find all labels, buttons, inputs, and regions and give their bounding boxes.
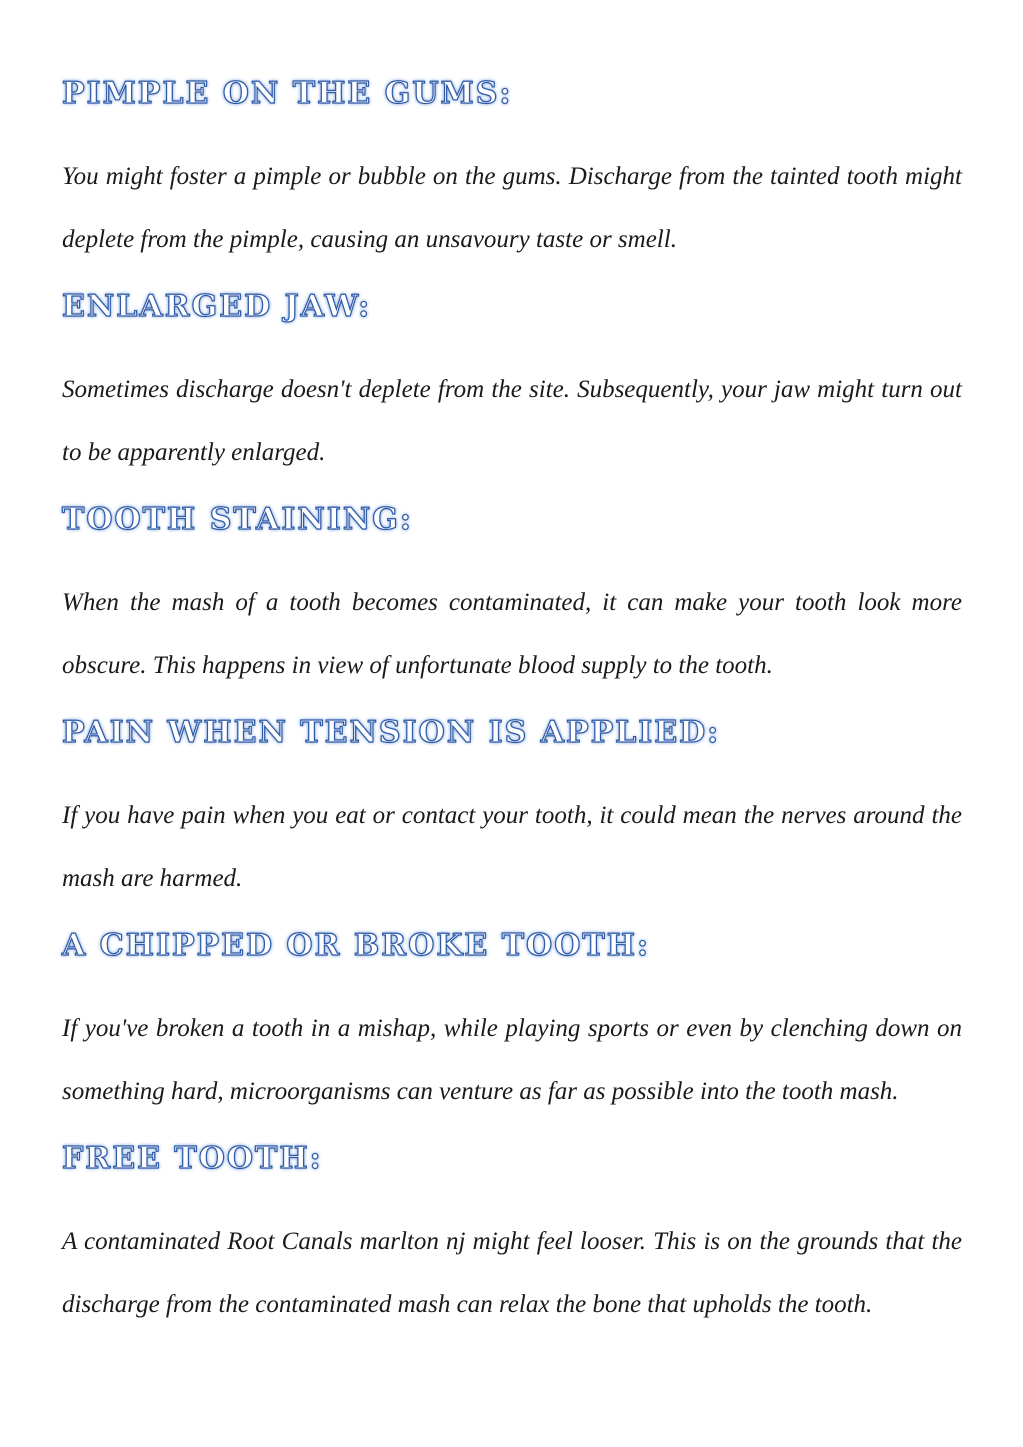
section-chipped-tooth (62, 922, 962, 1123)
section-free-tooth (62, 1135, 962, 1336)
section-paragraph: A contaminated Root Canals marlton nj might feel looser. This is on the grounds that the discharge from the contaminated mash can relax the bone that upholds the tooth. (62, 1228, 962, 1318)
section-heading: A CHIPPED OR BROKE TOOTH: (62, 928, 651, 963)
document-page (62, 70, 962, 1348)
section-heading: TOOTH STAINING: (62, 502, 413, 537)
section-pain-when-tension (62, 709, 962, 910)
section-heading: PAIN WHEN TENSION IS APPLIED: (62, 715, 721, 750)
section-enlarged-jaw (62, 283, 962, 484)
section-paragraph: You might foster a pimple or bubble on the gums. Discharge from the tainted tooth might deplete from the pimple, causing an unsavoury taste or smell. (62, 163, 962, 253)
section-paragraph: When the mash of a tooth becomes contaminated, it can make your tooth look more obscure. This happens in view of unfortunate blood supply to the tooth. (62, 589, 962, 679)
section-heading: PIMPLE ON THE GUMS: (62, 76, 513, 111)
section-paragraph: Sometimes discharge doesn't deplete from the site. Subsequently, your jaw might turn out to be apparently enlarged. (62, 376, 962, 466)
section-pimple-on-gums (62, 70, 962, 271)
section-heading: FREE TOOTH: (62, 1141, 323, 1176)
section-tooth-staining (62, 496, 962, 697)
section-paragraph: If you've broken a tooth in a mishap, while playing sports or even by clenching down on something hard, microorganisms can venture as far as possible into the tooth mash. (62, 1015, 962, 1105)
section-paragraph: If you have pain when you eat or contact your tooth, it could mean the nerves around the mash are harmed. (62, 802, 962, 892)
section-heading: ENLARGED JAW: (62, 289, 372, 324)
